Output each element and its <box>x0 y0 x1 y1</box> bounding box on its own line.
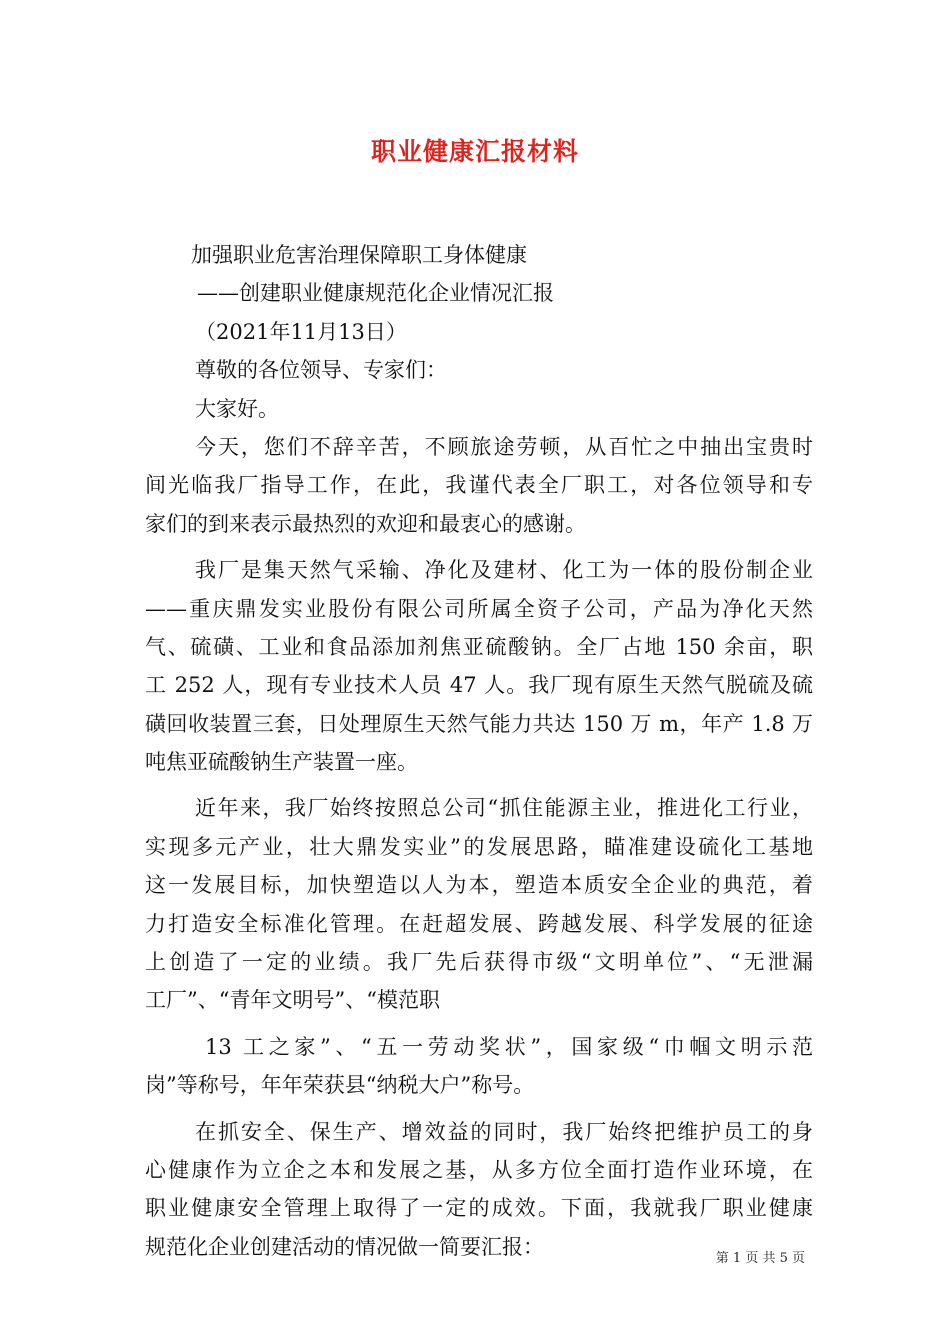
paragraph-5 <box>145 1113 813 1267</box>
paragraph-line: 我厂是集天然气采输、净化及建材、化工为一体的股份制企业 <box>195 558 813 583</box>
paragraph-line: 今天，您们不辞辛苦，不顾旅途劳顿，从百忙之中抽出宝贵时 <box>195 434 813 459</box>
page-number: 第 1 页 共 5 页 <box>715 1251 805 1266</box>
paragraph-line: 规范化企业创建活动的情况做一简要汇报： <box>145 1234 544 1259</box>
greeting: 大家好。 <box>195 396 279 421</box>
document-body <box>145 236 813 1266</box>
paragraph-line: 力打造安全标准化管理。在赶超发展、跨越发展、科学发展的征途 <box>145 911 813 936</box>
paragraph-line: 13 工之家”、“五一劳动奖状”，国家级“巾帼文明示范 <box>205 1034 813 1059</box>
paragraph-3 <box>145 789 813 1019</box>
salutation: 尊敬的各位领导、专家们： <box>195 358 447 383</box>
paragraph-line: 在抓安全、保生产、增效益的同时，我厂始终把维护员工的身 <box>195 1119 813 1144</box>
paragraph-line: 间光临我厂指导工作，在此，我谨代表全厂职工，对各位领导和专 <box>145 473 813 498</box>
paragraph-line: 家们的到来表示最热烈的欢迎和最衷心的感谢。 <box>145 511 586 536</box>
paragraph-line: 吨焦亚硫酸钠生产装置一座。 <box>145 750 418 775</box>
report-date: （2021年11月13日） <box>195 319 407 344</box>
paragraph-1 <box>145 428 813 543</box>
report-subtitle: ——创建职业健康规范化企业情况汇报 <box>197 281 554 306</box>
subtitle-line: 加强职业危害治理保障职工身体健康 <box>191 243 527 267</box>
paragraph-line: ——重庆鼎发实业股份有限公司所属全资子公司，产品为净化天然 <box>145 596 813 621</box>
paragraph-2 <box>145 551 813 781</box>
paragraph-line: 实现多元产业，壮大鼎发实业”的发展思路，瞄准建设硫化工基地 <box>145 834 813 859</box>
paragraph-line: 磺回收装置三套，日处理原生天然气能力共达 150 万 m，年产 1.8 万 <box>145 711 813 736</box>
paragraph-line: 这一发展目标，加快塑造以人为本，塑造本质安全企业的典范，着 <box>145 873 813 898</box>
paragraph-line: 工厂”、“青年文明号”、“模范职 <box>145 988 440 1013</box>
paragraph-line: 近年来，我厂始终按照总公司“抓住能源主业，推进化工行业， <box>195 796 813 821</box>
paragraph-line: 职业健康安全管理上取得了一定的成效。下面，我就我厂职业健康 <box>145 1196 813 1221</box>
paragraph-4 <box>145 1028 813 1105</box>
document-title: 职业健康汇报材料 <box>370 137 579 166</box>
paragraph-line: 心健康作为立企之本和发展之基，从多方位全面打造作业环境，在 <box>145 1157 813 1182</box>
paragraph-line: 上创造了一定的业绩。我厂先后获得市级“文明单位”、“无泄漏 <box>145 950 813 975</box>
paragraph-line: 工 252 人，现有专业技术人员 47 人。我厂现有原生天然气脱硫及硫 <box>145 673 813 698</box>
paragraph-line: 岗”等称号，年年荣获县“纳税大户”称号。 <box>145 1073 535 1098</box>
paragraph-line: 气、硫磺、工业和食品添加剂焦亚硫酸钠。全厂占地 150 余亩，职 <box>145 634 813 659</box>
